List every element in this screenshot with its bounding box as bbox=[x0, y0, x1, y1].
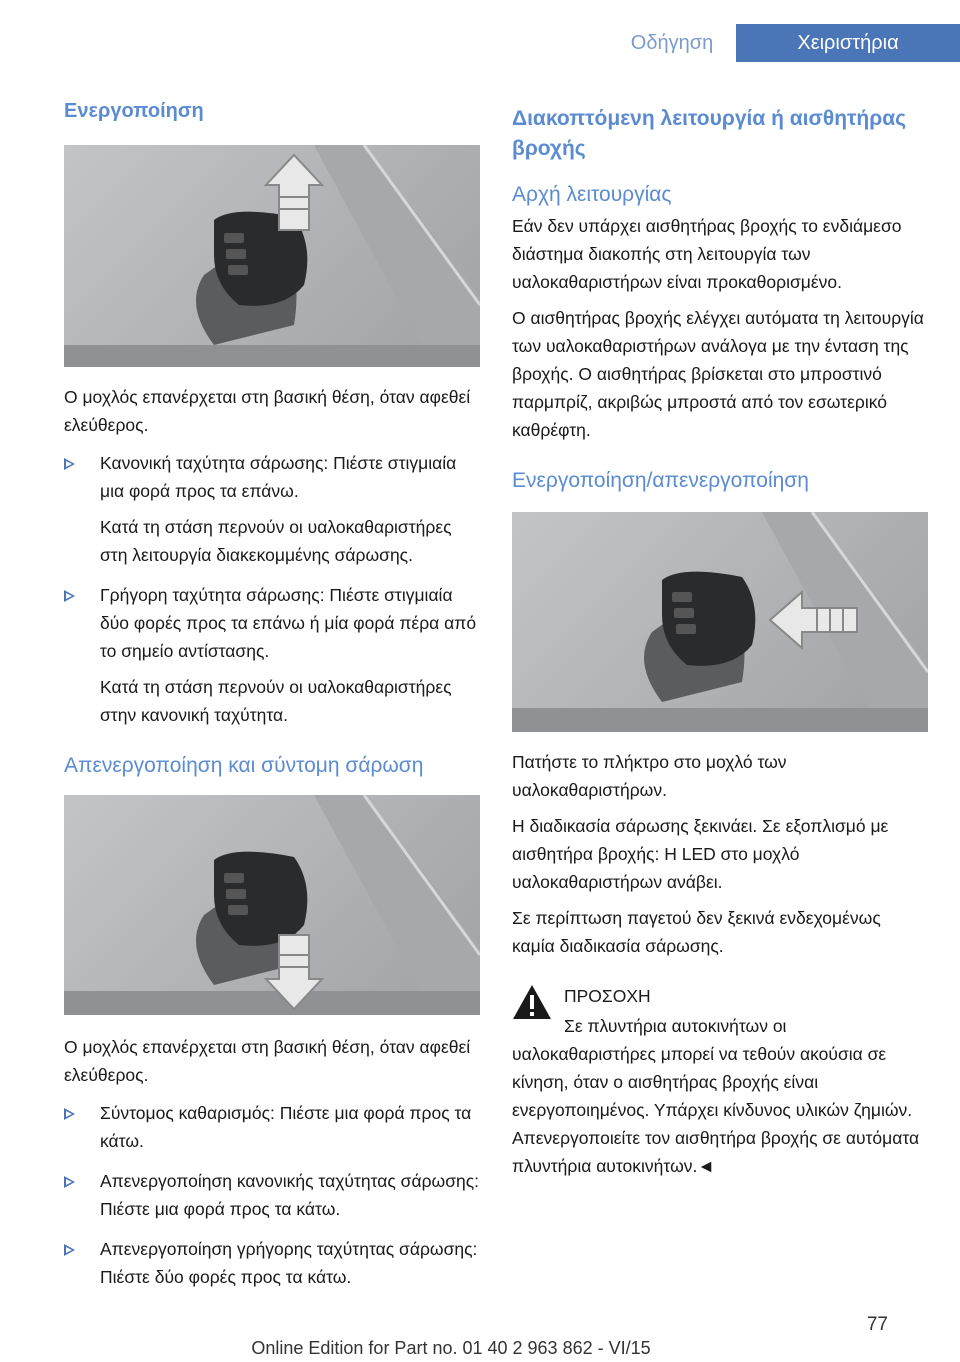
para-principle-1: Εάν δεν υπάρχει αισθητήρας βροχής το ενδιάμεσο διάστημα διακοπής στη λειτουργία των υαλοκαθαριστήρων είναι προκαθορισμένο. bbox=[512, 216, 902, 292]
list-item bbox=[64, 581, 480, 729]
left-column bbox=[64, 96, 480, 1291]
step-title: Γρήγορη ταχύτητα σάρωσης: Πιέστε στιγμιαία δύο φορές προς τα επάνω ή μία φορά πέρα από το σημείο αντίστασης. bbox=[100, 585, 477, 661]
edition-text: Online Edition for Part no. 01 40 2 963 862 - VI/15 bbox=[251, 1338, 651, 1358]
warning-text bbox=[512, 1012, 928, 1180]
step-text: Απενεργοποίηση γρήγορης ταχύτητας σάρωσης: Πιέστε δύο φορές προς τα κάτω. bbox=[100, 1239, 478, 1287]
para-lever-return: Ο μοχλός επανέρχεται στη βασική θέση, όταν αφεθεί ελεύθερος. bbox=[64, 387, 471, 435]
para-principle-2: Ο αισθητήρας βροχής ελέγχει αυτόματα τη λειτουργία των υαλοκαθαριστήρων ανάλογα με την ένταση της βροχής. Ο αισθητήρας βρίσκεται στο μπροστινό παρμπρίζ, ακριβώς μπροστά από τον εσωτερικό καθρέφτη. bbox=[512, 308, 924, 440]
photo-lever-up bbox=[64, 145, 480, 367]
list-item bbox=[64, 1235, 480, 1291]
step-title: Κανονική ταχύτητα σάρωσης: Πιέστε στιγμιαία μια φορά προς τα επάνω. bbox=[100, 453, 457, 501]
page-number: 77 bbox=[866, 1314, 888, 1335]
para-wipe-starts: Η διαδικασία σάρωσης ξεκινάει. Σε εξοπλισμό με αισθητήρα βροχής: Η LED στο μοχλό υαλοκαθαριστήρων ανάβει. bbox=[512, 816, 889, 892]
para-press-button: Πατήστε το πλήκτρο στο μοχλό των υαλοκαθαριστήρων. bbox=[512, 752, 787, 800]
warning-box bbox=[512, 982, 928, 1010]
header-chapter: Χειριστήρια bbox=[736, 24, 960, 62]
page-footer bbox=[0, 1312, 960, 1356]
subheading-on-off: Ενεργοποίηση/απενεργοποίηση bbox=[512, 469, 809, 492]
warning-triangle-icon bbox=[512, 984, 552, 1020]
photo-lever-down bbox=[64, 795, 480, 1015]
list-item bbox=[64, 1167, 480, 1223]
step-note: Κατά τη στάση περνούν οι υαλοκαθαριστήρες στην κανονική ταχύτητα. bbox=[100, 677, 452, 725]
list-deactivation bbox=[64, 1099, 480, 1291]
list-item bbox=[64, 1099, 480, 1155]
right-column bbox=[512, 104, 928, 1180]
photo-lever-button bbox=[512, 512, 928, 732]
heading-deactivation: Απενεργοποίηση και σύντομη σάρωση bbox=[64, 754, 424, 777]
header-section: Οδήγηση bbox=[630, 32, 714, 54]
subheading-principle: Αρχή λειτουργίας bbox=[512, 183, 672, 206]
triangle-bullet-icon bbox=[64, 1176, 75, 1188]
heading-activation: Ενεργοποίηση bbox=[64, 100, 204, 122]
para-frost: Σε περίπτωση παγετού δεν ξεκινά ενδεχομένως καμία διαδικασία σάρωσης. bbox=[512, 908, 881, 956]
para-lever-return-2: Ο μοχλός επανέρχεται στη βασική θέση, όταν αφεθεί ελεύθερος. bbox=[64, 1037, 471, 1085]
step-text: Σύντομος καθαρισμός: Πιέστε μια φορά προς τα κάτω. bbox=[100, 1103, 472, 1151]
triangle-bullet-icon bbox=[64, 1244, 75, 1256]
step-text: Απενεργοποίηση κανονικής ταχύτητας σάρωσης: Πιέστε μια φορά προς τα κάτω. bbox=[100, 1171, 480, 1219]
list-item bbox=[64, 449, 480, 569]
list-activation bbox=[64, 449, 480, 729]
step-note: Κατά τη στάση περνούν οι υαλοκαθαριστήρες στη λειτουργία διακεκομμένης σάρωσης. bbox=[100, 517, 452, 565]
triangle-bullet-icon bbox=[64, 590, 75, 602]
warning-text-content: Σε πλυντήρια αυτοκινήτων οι υαλοκαθαριστήρες μπορεί να τεθούν ακούσια σε κίνηση, όταν ο αισθητήρας βροχής είναι ενεργοποιημένος. Υπάρχει κίνδυνος υλικών ζημιών. Απενεργοποιείτε τον αισθητήρα βροχής σε αυτόματα πλυντήρια αυτοκινήτων.◄ bbox=[512, 1016, 920, 1176]
triangle-bullet-icon bbox=[64, 458, 75, 470]
warning-title: ΠΡΟΣΟΧΗ bbox=[564, 986, 651, 1006]
triangle-bullet-icon bbox=[64, 1108, 75, 1120]
heading-interval-rain-sensor: Διακοπτόμενη λειτουργία ή αισθητήρας βροχής bbox=[512, 107, 907, 160]
